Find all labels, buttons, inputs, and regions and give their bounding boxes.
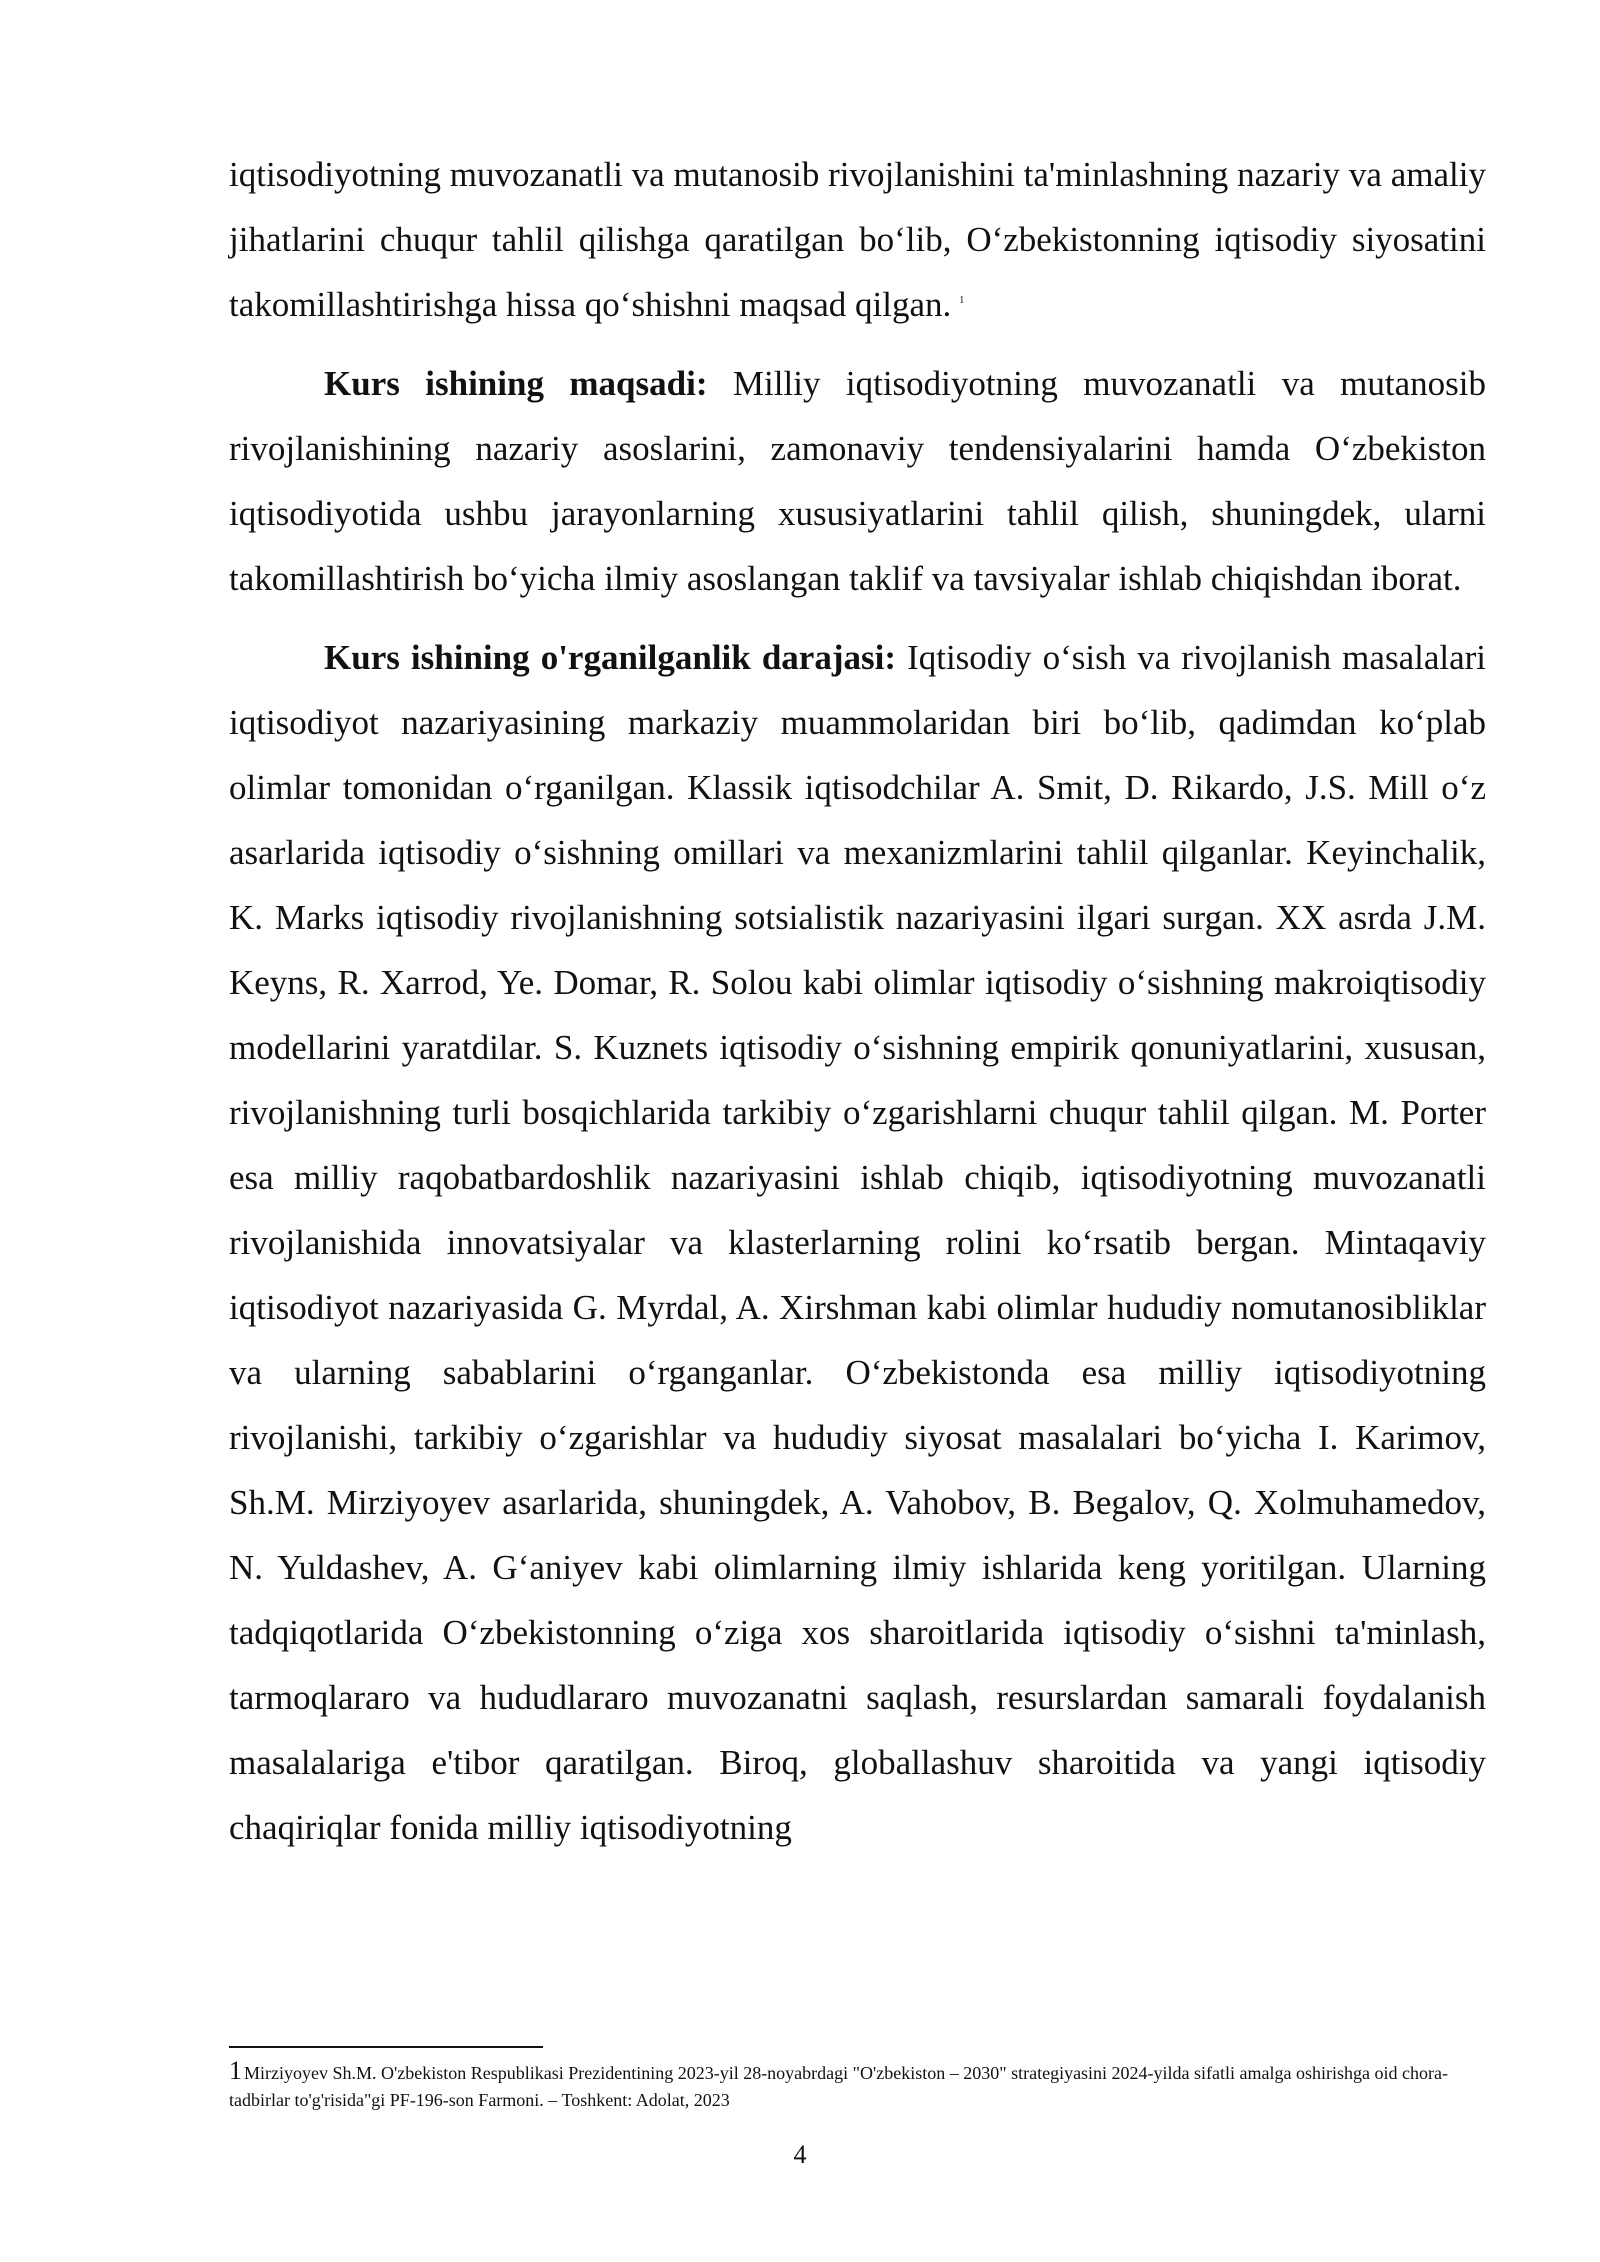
page-number: 4 [793, 2140, 807, 2169]
paragraph-goal [229, 351, 1486, 611]
paragraph-text: Milliy iqtisodiyotning muvozanatli va mutanosib rivojlanishining nazariy asoslarini, zamonaviy tendensiyalarini hamda O‘zbekiston iqtisodiyotida ushbu jarayonlarning xususiyatlarini tahlil qilish, shuningdek, ularni takomillashtirish bo‘yicha ilmiy asoslangan taklif va tavsiyalar ishlab chiqishdan iborat. [229, 364, 1486, 598]
paragraph-intro-continuation [229, 142, 1486, 337]
body-text [229, 142, 1486, 1874]
footnote-text: Mirziyoyev Sh.M. O'zbekiston Respublikasi Prezidentining 2023-yil 28-noyabrdagi "O'zbekiston – 2030" strategiyasini 2024-yilda sifatli amalga oshirishga oid chora-tadbirlar to'g'risida"gi PF-196-son Farmoni. – Toshkent: Adolat, 2023 [229, 2063, 1448, 2110]
footnote-number: 1 [229, 2056, 242, 2085]
paragraph-study-level [229, 625, 1486, 1860]
footnote-separator [229, 2046, 543, 2048]
paragraph-lead-heading: Kurs ishining o'rganilganlik darajasi: [324, 638, 896, 677]
paragraph-text: Iqtisodiy o‘sish va rivojlanish masalalari iqtisodiyot nazariyasining markaziy muammolaridan biri bo‘lib, qadimdan ko‘plab olimlar tomonidan o‘rganilgan. Klassik iqtisodchilar A. Smit, D. Rikardo, J.S. Mill o‘z asarlarida iqtisodiy o‘sishning omillari va mexanizmlarini tahlil qilganlar. Keyinchalik, K. Marks iqtisodiy rivojlanishning sotsialistik nazariyasini ilgari surgan. XX asrda J.M. Keyns, R. Xarrod, Ye. Domar, R. Solou kabi olimlar iqtisodiy o‘sishning makroiqtisodiy modellarini yaratdilar. S. Kuznets iqtisodiy o‘sishning empirik qonuniyatlarini, xususan, rivojlanishning turli bosqichlarida tarkibiy o‘zgarishlarni chuqur tahlil qilgan. M. Porter esa milliy raqobatbardoshlik nazariyasini ishlab chiqib, iqtisodiyotning muvozanatli rivojlanishida innovatsiyalar va klasterlarning rolini ko‘rsatib bergan. Mintaqaviy iqtisodiyot nazariyasida G. Myrdal, A. Xirshman kabi olimlar hududiy nomutanosibliklar va ularning sabablarini o‘rganganlar. O‘zbekistonda esa milliy iqtisodiyotning rivojlanishi, tarkibiy o‘zgarishlar va hududiy siyosat masalalari bo‘yicha I. Karimov, Sh.M. Mirziyoyev asarlarida, shuningdek, A. Vahobov, B. Begalov, Q. Xolmuhamedov, N. Yuldashev, A. G‘aniyev kabi olimlarning ilmiy ishlarida keng yoritilgan. Ularning tadqiqotlarida O‘zbekistonning o‘ziga xos sharoitlarida iqtisodiy o‘sishni ta'minlash, tarmoqlararo va hududlararo muvozanatni saqlash, resurslardan samarali foydalanish masalalariga e'tibor qaratilgan. Biroq, globallashuv sharoitida va yangi iqtisodiy chaqiriqlar fonida milliy iqtisodiyotning [229, 638, 1486, 1847]
paragraph-lead-heading: Kurs ishining maqsadi: [324, 364, 708, 403]
paragraph-text: iqtisodiyotning muvozanatli va mutanosib rivojlanishini ta'minlashning nazariy va amaliy jihatlarini chuqur tahlil qilishga qaratilgan bo‘lib, O‘zbekistonning iqtisodiy siyosatini takomillashtirishga hissa qo‘shishni maqsad qilgan. [229, 155, 1486, 324]
footnote-reference: 1 [959, 295, 965, 307]
footnote [229, 2057, 1486, 2114]
